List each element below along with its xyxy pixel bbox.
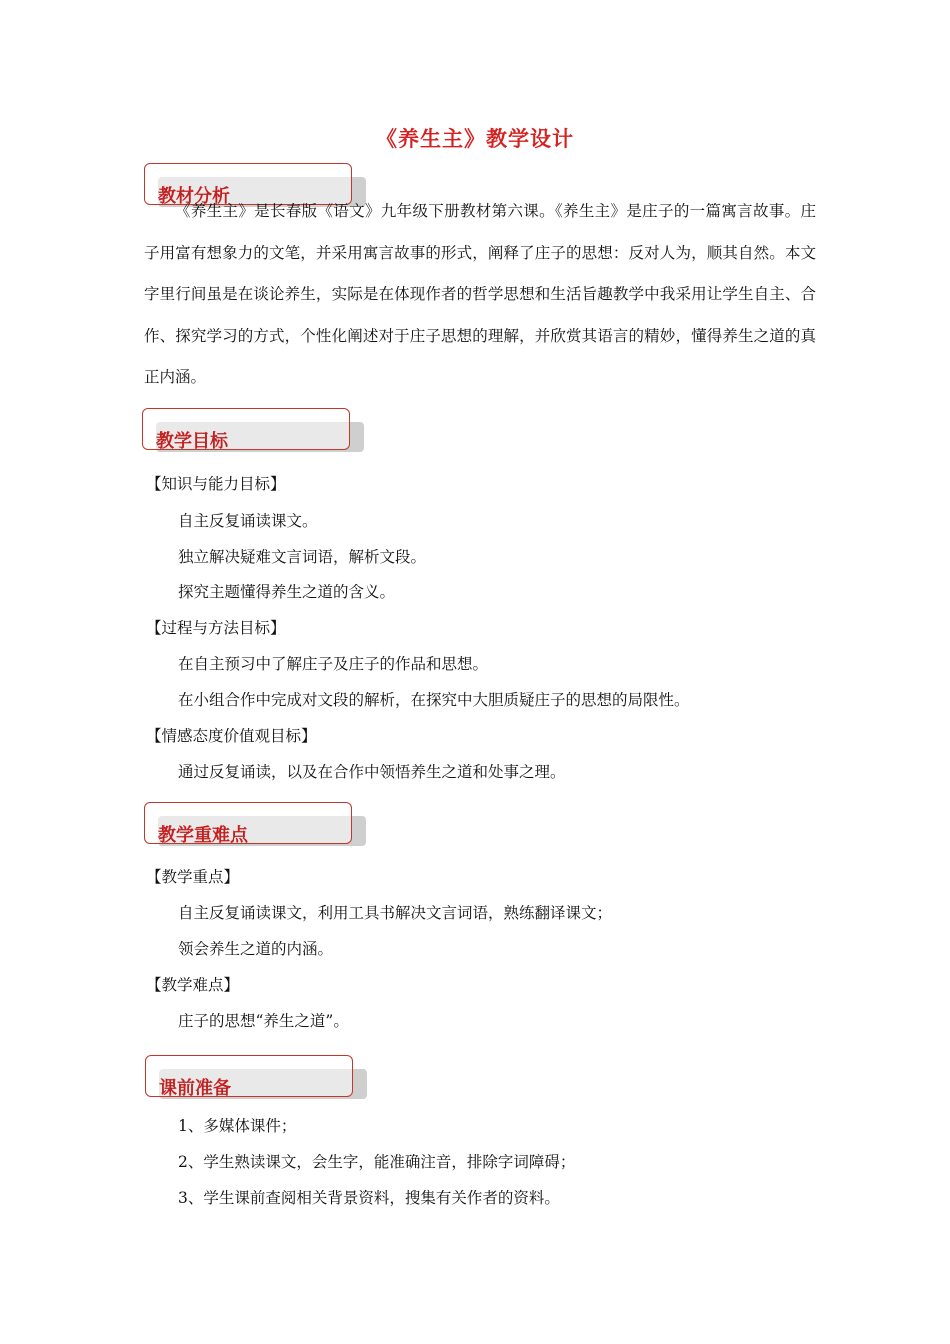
- analysis-paragraph: 《养生主》是长春版《语文》九年级下册教材第六课。《养生主》是庄子的一篇寓言故事。庄子用富有想象力的文笔，并采用寓言故事的形式，阐释了庄子的思想：反对人为，顺其自然。本文字里行间虽是在谈论养生，实际是在体现作者的哲学思想和生活旨趣教学中我采用让学生自主、合作、探究学习的方式，个性化阐述对于庄子思想的理解，并欣赏其语言的精妙，懂得养生之道的真正内涵。: [144, 202, 816, 386]
- keypoint-focus-label: 【教学重点】: [146, 868, 240, 886]
- goal-knowledge-item: 自主反复诵读课文。: [178, 512, 318, 530]
- goal-process-label: 【过程与方法目标】: [146, 619, 286, 637]
- keypoint-focus-item: 领会养生之道的内涵。: [178, 940, 334, 958]
- preparation-item: 3、学生课前查阅相关背景资料，搜集有关作者的资料。: [178, 1189, 560, 1207]
- section-heading-analysis: 教材分析: [158, 186, 230, 207]
- goal-emotion-label: 【情感态度价值观目标】: [146, 727, 317, 745]
- section-heading-preparation: 课前准备: [159, 1078, 231, 1099]
- section-header-keypoints: [144, 802, 370, 848]
- keypoint-difficulty-label: 【教学难点】: [146, 976, 240, 994]
- goal-knowledge-item: 独立解决疑难文言词语，解析文段。: [178, 548, 427, 566]
- goal-process-item: 在小组合作中完成对文段的解析，在探究中大胆质疑庄子的思想的局限性。: [178, 691, 690, 709]
- section-heading-goals: 教学目标: [156, 431, 228, 452]
- section-header-goals: [142, 408, 368, 454]
- preparation-item: 2、学生熟读课文，会生字，能准确注音，排除字词障碍；: [178, 1153, 576, 1171]
- section-header-preparation: [145, 1055, 371, 1101]
- section-heading-keypoints: 教学重难点: [158, 825, 248, 846]
- keypoint-focus-item: 自主反复诵读课文，利用工具书解决文言词语，熟练翻译课文；: [178, 904, 613, 922]
- goal-knowledge-item: 探究主题懂得养生之道的含义。: [178, 583, 396, 601]
- goal-emotion-item: 通过反复诵读，以及在合作中领悟养生之道和处事之理。: [178, 763, 566, 781]
- goal-knowledge-label: 【知识与能力目标】: [146, 475, 286, 493]
- keypoint-difficulty-item: 庄子的思想“养生之道”。: [178, 1012, 349, 1030]
- preparation-item: 1、多媒体课件；: [178, 1117, 297, 1135]
- goal-process-item: 在自主预习中了解庄子及庄子的作品和思想。: [178, 655, 489, 673]
- document-title: 《养生主》教学设计: [376, 127, 574, 151]
